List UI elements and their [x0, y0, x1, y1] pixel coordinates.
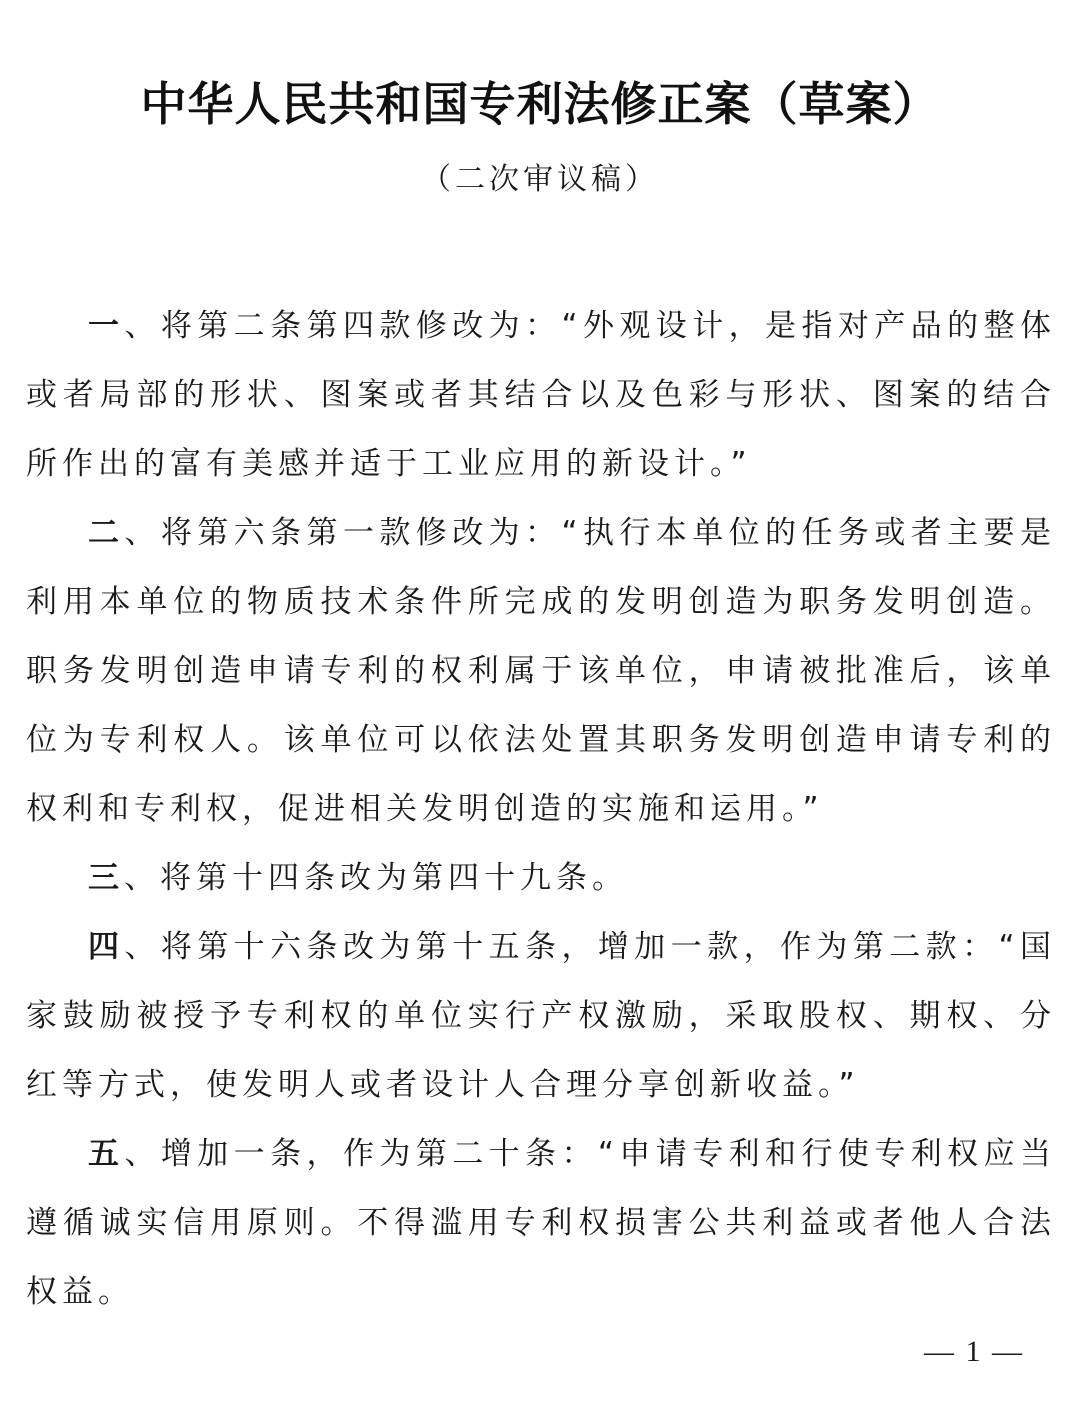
page-number: — 1 — [924, 1335, 1024, 1368]
paragraph-text: 、增加一条，作为第二十条：“申请专利和行使专利权应当遵循诚实信用原则。不得滥用专利权损害公共利益或者他人合法权益。 [26, 1136, 1056, 1310]
paragraph-text: 、将第十六条改为第十五条，增加一款，作为第二款：“国家鼓励被授予专利权的单位实行产权激励，采取股权、期权、分红等方式，使发明人或者设计人合理分享创新收益。” [26, 929, 1056, 1103]
paragraph-text: 、将第二条第四款修改为：“外观设计，是指对产品的整体或者局部的形状、图案或者其结合以及色彩与形状、图案的结合所作出的富有美感并适于工业应用的新设计。” [26, 308, 1056, 482]
paragraph-4 [26, 913, 1056, 1120]
document-subtitle: （二次审议稿） [421, 162, 659, 197]
paragraph-number: 一 [88, 308, 125, 344]
paragraph-text: 、将第六条第一款修改为：“执行本单位的任务或者主要是利用本单位的物质技术条件所完成的发明创造为职务发明创造。职务发明创造申请专利的权利属于该单位，申请被批准后，该单位为专利权人。该单位可以依法处置其职务发明创造申请专利的权利和专利权，促进相关发明创造的实施和运用。” [26, 515, 1056, 827]
paragraph-5 [26, 1120, 1056, 1327]
paragraph-number: 三 [88, 860, 124, 896]
paragraph-3 [26, 844, 1056, 913]
document-body [26, 292, 1056, 1327]
paragraph-number: 五 [88, 1136, 125, 1172]
paragraph-number: 四 [88, 929, 125, 965]
paragraph-number: 二 [88, 515, 125, 551]
paragraph-text: 、将第十四条改为第四十九条。 [124, 860, 628, 896]
paragraph-1 [26, 292, 1056, 499]
document-title: 中华人民共和国专利法修正案（草案） [140, 77, 940, 131]
paragraph-2 [26, 499, 1056, 844]
